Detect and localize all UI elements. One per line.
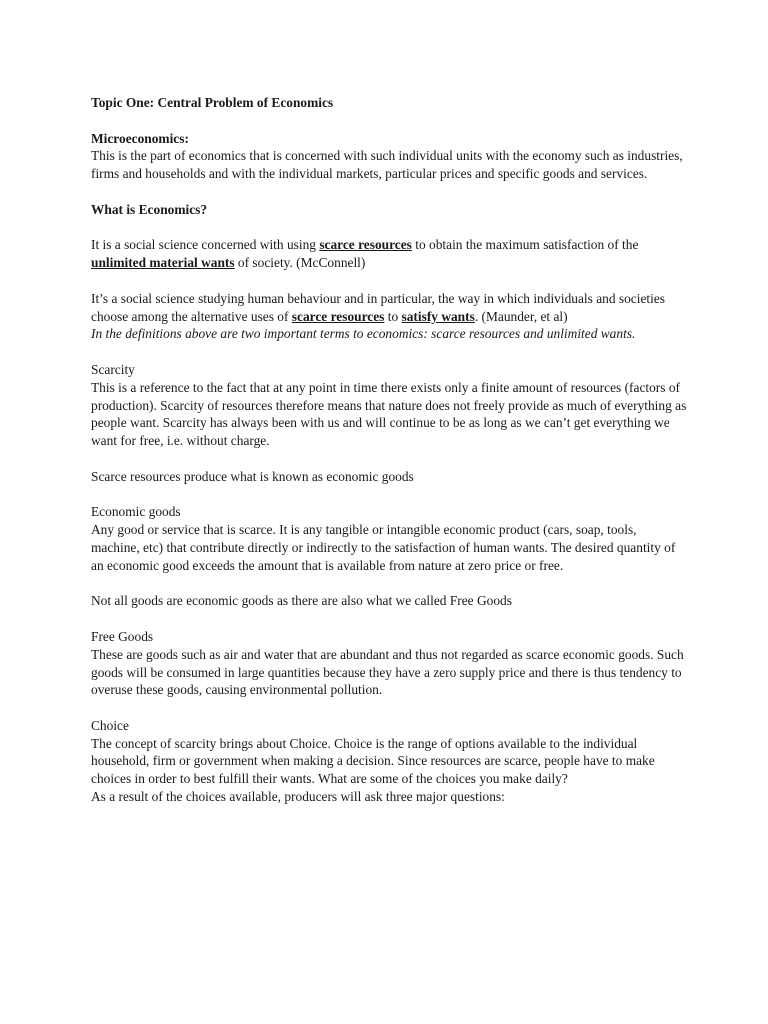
definition-maunder	[91, 290, 687, 326]
definition-mcconnell	[91, 236, 687, 272]
choice-result-paragraph: As a result of the choices available, producers will ask three major questions:	[91, 789, 505, 805]
scarce-resources-statement: Scarce resources produce what is known as economic goods	[91, 468, 414, 484]
document-body	[91, 94, 687, 806]
term-scarce-resources: scarce resources	[319, 237, 412, 253]
term-satisfy-wants: satisfy wants	[401, 308, 475, 324]
definition-text: It is a social science concerned with using	[91, 237, 320, 253]
document-title: Topic One: Central Problem of Economics	[91, 95, 334, 110]
microeconomics-paragraph: This is the part of economics that is concerned with such individual units with the economy such as industries, firms and households and with the individual markets, particular prices and specific goods and services.	[91, 148, 683, 182]
term-scarce-resources: scarce resources	[291, 308, 385, 324]
definition-text: It’s a social science studying human behaviour and in particular, the way in which individuals and societies choose among the alternative uses of	[91, 290, 665, 324]
free-goods-paragraph: These are goods such as air and water that are abundant and thus not regarded as scarce economic goods. Such goods will be consumed in large quantities because they have a zero supply price and there is thus tendency to overuse these goods, causing environmental pollution.	[91, 646, 684, 698]
choice-paragraph: The concept of scarcity brings about Choice. Choice is the range of options available to the individual household, firm or government when making a decision. Since resources are scarce, people have to make choices in order to best fulfill their wants. What are some of the choices you make daily?	[91, 735, 655, 787]
what-is-economics-heading: What is Economics?	[91, 201, 208, 217]
free-goods-heading: Free Goods	[91, 628, 154, 644]
definitions-note: In the definitions above are two important terms to economics: scarce resources and unlimited wants.	[91, 326, 636, 342]
definition-text: to	[384, 308, 402, 324]
term-unlimited-material-wants: unlimited material wants	[91, 255, 235, 271]
free-goods-statement: Not all goods are economic goods as there are also what we called Free Goods	[91, 593, 512, 609]
definition-text: to obtain the maximum satisfaction of the	[411, 237, 639, 253]
scarcity-heading: Scarcity	[91, 361, 135, 377]
definition-text: of society. (McConnell)	[234, 255, 366, 271]
scarcity-paragraph: This is a reference to the fact that at any point in time there exists only a finite amount of resources (factors of production). Scarcity of resources therefore means that nature does not freely provide as much of everything as people want. Scarcity has always been with us and will continue to be as long as we can’t get everything we want for free, i.e. without charge.	[91, 379, 687, 449]
economic-goods-paragraph: Any good or service that is scarce. It is any tangible or intangible economic product (cars, soap, tools, machine, etc) that contribute directly or indirectly to the satisfaction of human wants. The desired quantity of an economic good exceeds the amount that is available from nature at zero price or free.	[91, 522, 676, 573]
definition-text: . (Maunder, et al)	[474, 308, 568, 324]
choice-heading: Choice	[91, 717, 129, 733]
microeconomics-heading: Microeconomics:	[91, 130, 189, 146]
economic-goods-heading: Economic goods	[91, 504, 181, 520]
